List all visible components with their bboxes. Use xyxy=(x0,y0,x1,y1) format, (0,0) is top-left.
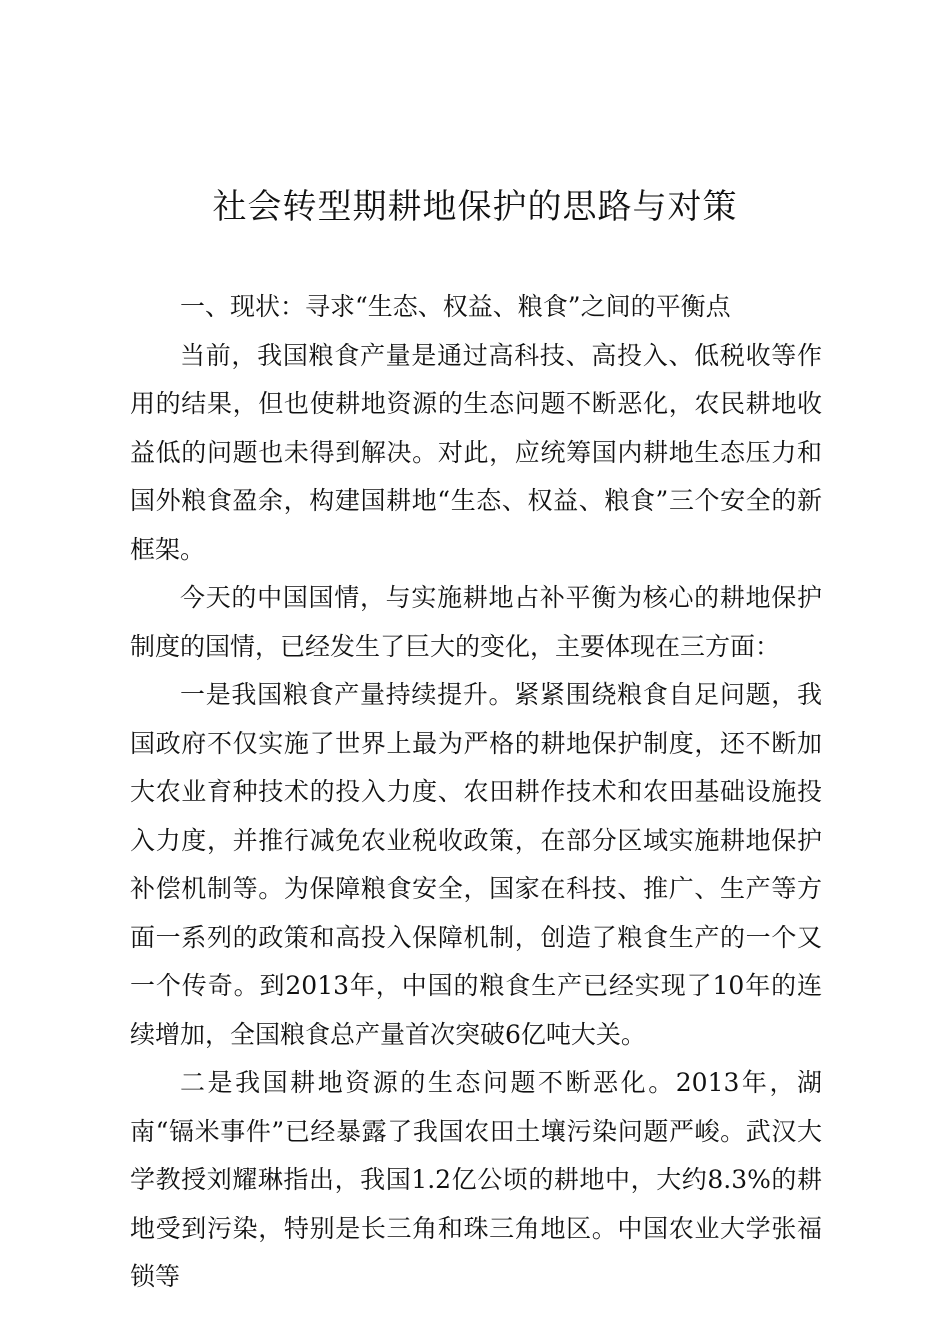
paragraph: 二是我国耕地资源的生态问题不断恶化。2013年，湖南“镉米事件”已经暴露了我国农田土壤污染问题严峻。武汉大学教授刘耀琳指出，我国1.2亿公顷的耕地中，大约8.3%的耕地受到污染，特别是长三角和珠三角地区。中国农业大学张福锁等 xyxy=(130,1068,822,1291)
document-title: 社会转型期耕地保护的思路与对策 xyxy=(212,187,738,227)
paragraph: 一是我国粮食产量持续提升。紧紧围绕粮食自足问题，我国政府不仅实施了世界上最为严格的耕地保护制度，还不断加大农业育种技术的投入力度、农田耕作技术和农田基础设施投入力度，并推行减免农业税收政策，在部分区域实施耕地保护补偿机制等。为保障粮食安全，国家在科技、推广、生产等方面一系列的政策和高投入保障机制，创造了粮食生产的一个又一个传奇。到2013年，中国的粮食生产已经实现了10年的连续增加，全国粮食总产量首次突破6亿吨大关。 xyxy=(130,680,822,1049)
document-body xyxy=(130,283,822,1302)
section-heading: 一、现状：寻求“生态、权益、粮食”之间的平衡点 xyxy=(180,292,731,321)
paragraph: 当前，我国粮食产量是通过高科技、高投入、低税收等作用的结果，但也使耕地资源的生态问题不断恶化，农民耕地收益低的问题也未得到解决。对此，应统筹国内耕地生态压力和国外粮食盈余，构建国耕地“生态、权益、粮食”三个安全的新框架。 xyxy=(130,340,822,564)
paragraph: 今天的中国国情，与实施耕地占补平衡为核心的耕地保护制度的国情，已经发生了巨大的变化，主要体现在三方面： xyxy=(130,583,822,661)
